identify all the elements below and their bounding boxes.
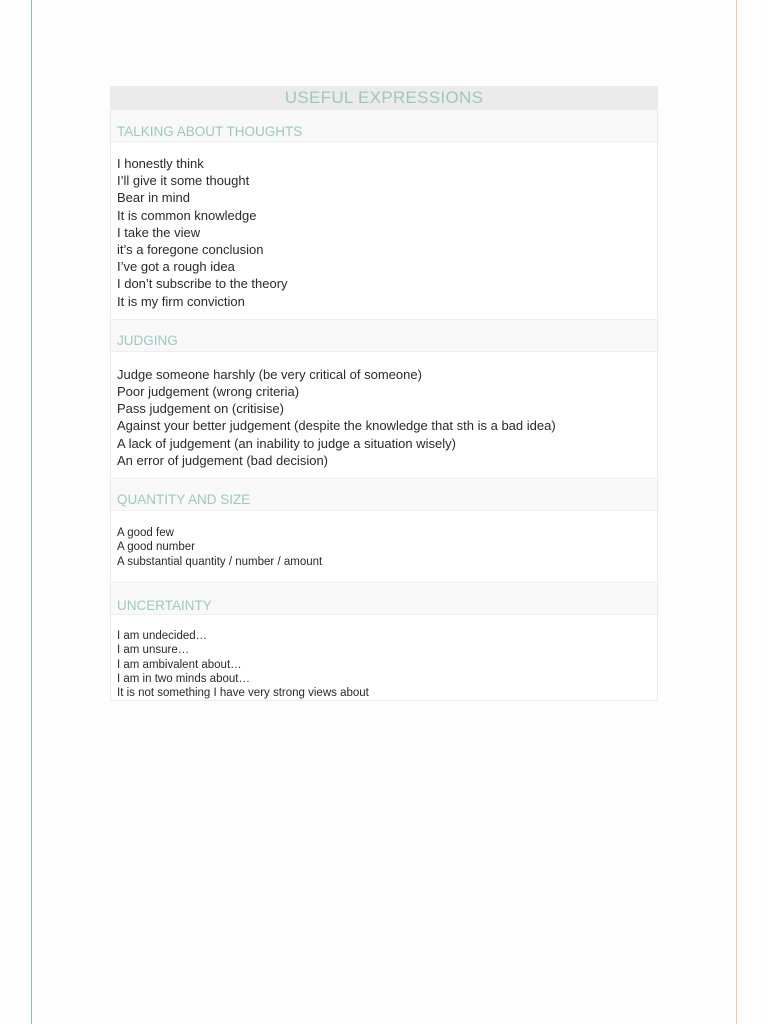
expression-item: I am in two minds about…	[117, 672, 250, 685]
section-heading-quantity: QUANTITY AND SIZE	[111, 478, 657, 511]
section-body-uncertainty	[111, 615, 657, 700]
expression-item: A good few	[117, 527, 174, 540]
section-body-thoughts	[111, 142, 657, 319]
expression-item: I’ll give it some thought	[117, 173, 250, 189]
expression-item: I don’t subscribe to the theory	[117, 276, 288, 292]
expression-item: Poor judgement (wrong criteria)	[117, 384, 300, 400]
expression-item: Pass judgement on (critisise)	[117, 401, 284, 417]
expression-item: I honestly think	[117, 156, 204, 171]
expression-item: I’ve got a rough idea	[117, 259, 235, 275]
section-body-quantity	[111, 511, 657, 582]
expression-item: it’s a foregone conclusion	[117, 242, 264, 258]
expression-item: A substantial quantity / number / amount	[117, 555, 323, 568]
expression-item: I am ambivalent about…	[117, 658, 242, 671]
useful-expressions-panel	[110, 86, 658, 701]
expression-item: It is common knowledge	[117, 207, 257, 223]
expression-item: I am undecided…	[117, 629, 208, 642]
panel-title: USEFUL EXPRESSIONS	[111, 86, 657, 109]
expression-item: I am unsure…	[117, 644, 190, 657]
left-margin-rule	[31, 0, 32, 1024]
section-body-judging	[111, 352, 657, 478]
expression-item: A lack of judgement (an inability to judge a situation wisely)	[117, 435, 456, 451]
section-heading-thoughts: TALKING ABOUT THOUGHTS	[111, 109, 657, 142]
expression-item: It is my firm conviction	[117, 293, 245, 309]
section-heading-judging: JUDGING	[111, 319, 657, 352]
right-margin-rule	[736, 0, 737, 1024]
expression-item: I take the view	[117, 224, 201, 240]
expression-item: It is not something I have very strong views about	[117, 687, 369, 700]
section-heading-uncertainty: UNCERTAINTY	[111, 582, 657, 615]
expression-item: An error of judgement (bad decision)	[117, 452, 329, 468]
expression-item: Judge someone harshly (be very critical of someone)	[117, 366, 422, 382]
expression-item: Bear in mind	[117, 190, 190, 206]
expression-item: A good number	[117, 541, 196, 554]
expression-item: Against your better judgement (despite the knowledge that sth is a bad idea)	[117, 418, 556, 434]
